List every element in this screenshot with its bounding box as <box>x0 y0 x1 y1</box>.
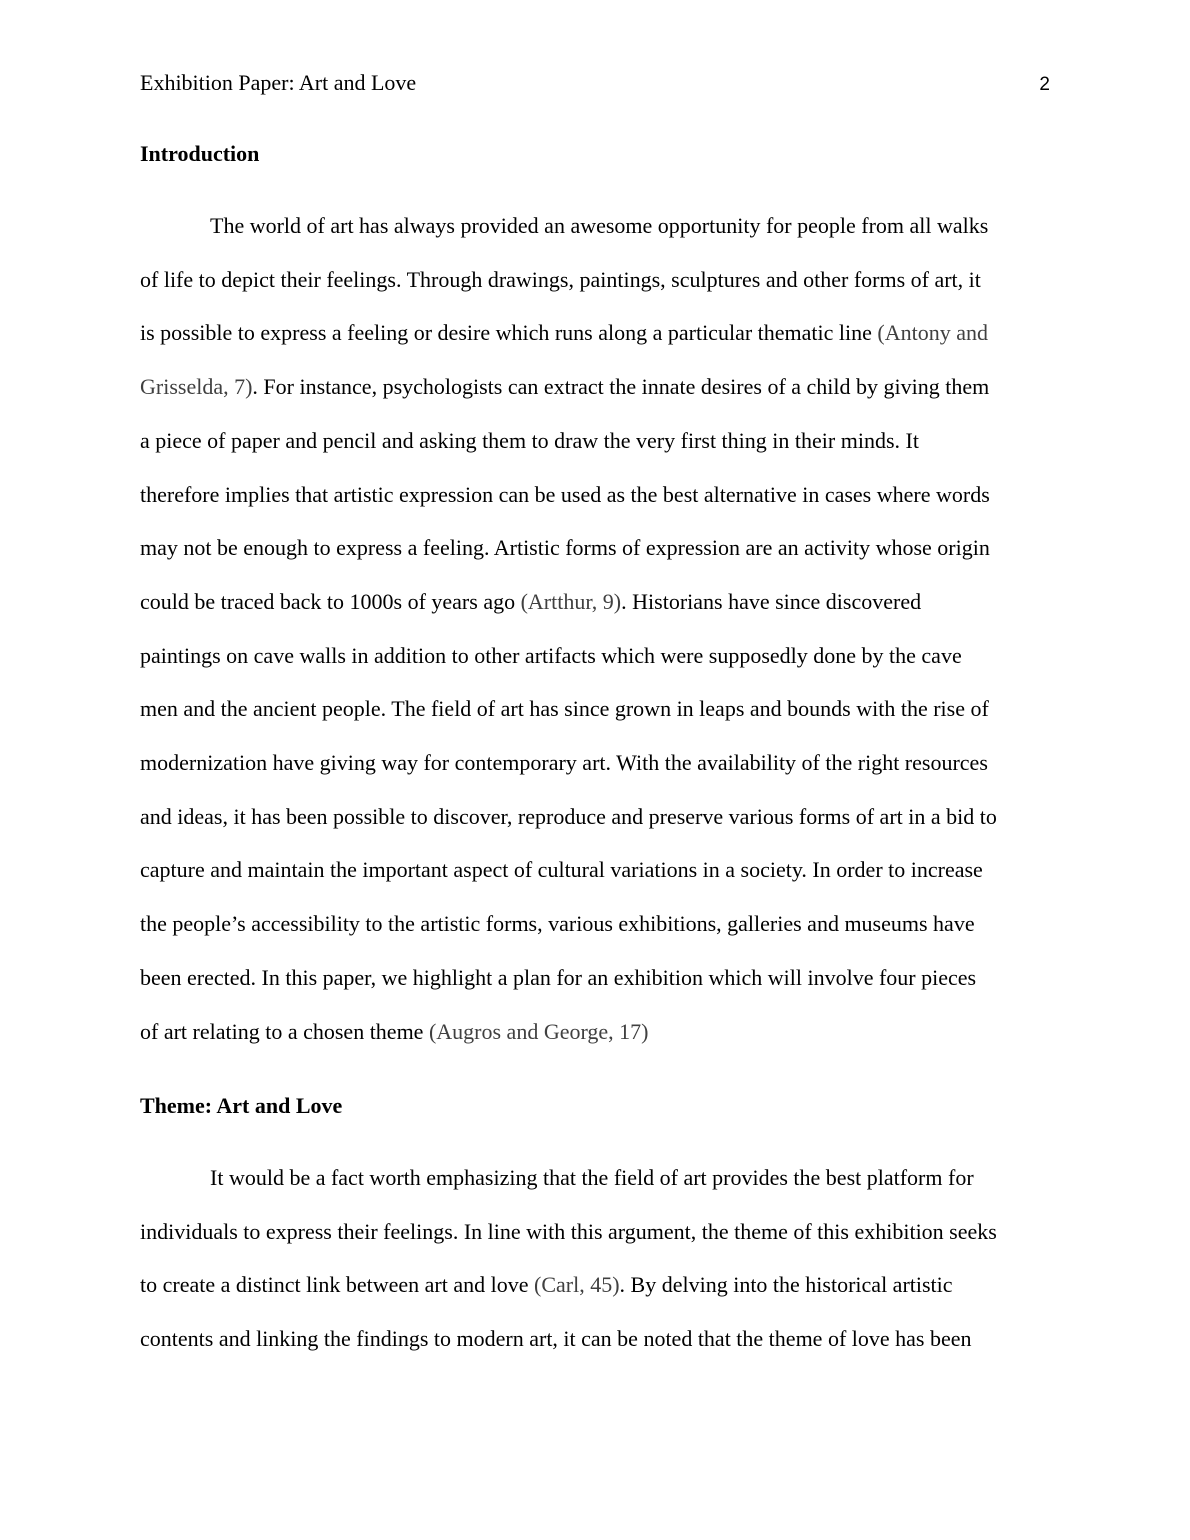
paragraph-line <box>140 265 981 295</box>
text-run: could be traced back to 1000s of years ago <box>140 588 521 614</box>
citation: (Carl, 45) <box>534 1272 620 1298</box>
citation: (Antony and <box>877 320 988 346</box>
paragraph-line <box>140 372 989 402</box>
text-run: and ideas, it has been possible to discover, reproduce and preserve various forms of art in a bid to <box>140 803 997 829</box>
theme-heading: Theme: Art and Love <box>140 1093 343 1118</box>
paragraph-line <box>140 426 919 456</box>
text-run: . By delving into the historical artistic <box>619 1272 953 1298</box>
text-run: men and the ancient people. The field of art has since grown in leaps and bounds with the rise of <box>140 696 989 722</box>
text-run: . For instance, psychologists can extract the innate desires of a child by giving them <box>252 374 990 400</box>
citation: (Artthur, 9) <box>520 588 622 614</box>
text-run: the people’s accessibility to the artistic forms, various exhibitions, galleries and museums have <box>140 911 975 937</box>
paragraph-line <box>140 533 990 563</box>
paragraph-line <box>140 1017 649 1047</box>
paragraph-line <box>140 855 983 885</box>
text-run: capture and maintain the important aspect of cultural variations in a society. In order to increase <box>140 857 983 883</box>
text-run: It would be a fact worth emphasizing that the field of art provides the best platform for <box>210 1165 974 1190</box>
text-run: to create a distinct link between art and love <box>140 1272 535 1298</box>
paragraph-line <box>140 1324 972 1354</box>
paragraph-line <box>140 1217 997 1247</box>
text-run: therefore implies that artistic expression can be used as the best alternative in cases where words <box>140 481 990 507</box>
citation: (Augros and George, 17) <box>428 1018 649 1044</box>
paragraph-line <box>140 641 962 671</box>
text-run: individuals to express their feelings. In line with this argument, the theme of this exhibition seeks <box>140 1218 997 1244</box>
paragraph-line <box>140 909 975 939</box>
text-run: contents and linking the findings to modern art, it can be noted that the theme of love has been <box>140 1326 972 1352</box>
paragraph-line <box>140 694 989 724</box>
text-run: The world of art has always provided an awesome opportunity for people from all walks <box>210 213 989 238</box>
paragraph-line <box>140 963 976 993</box>
text-run: modernization have giving way for contemporary art. With the availability of the right resources <box>140 750 988 775</box>
paragraph-line <box>140 748 988 778</box>
paragraph-line <box>140 318 988 348</box>
paragraph-line <box>140 587 921 617</box>
text-run: of life to depict their feelings. Through drawings, paintings, sculptures and other forms of art, it <box>140 266 981 292</box>
paragraph-line <box>140 480 990 510</box>
text-run: is possible to express a feeling or desire which runs along a particular thematic line <box>140 320 878 346</box>
text-run: may not be enough to express a feeling. Artistic forms of expression are an activity whose origin <box>140 535 990 561</box>
text-run: been erected. In this paper, we highlight a plan for an exhibition which will involve four pieces <box>140 964 977 990</box>
text-run: paintings on cave walls in addition to other artifacts which were supposedly done by the cave <box>140 642 962 668</box>
paragraph-line <box>210 1163 974 1193</box>
introduction-heading: Introduction <box>140 141 260 166</box>
paragraph-line <box>210 211 988 241</box>
running-head: Exhibition Paper: Art and Love <box>140 70 417 95</box>
paragraph-line <box>140 802 997 832</box>
citation: Grisselda, 7) <box>140 374 253 400</box>
page-number: 2 <box>1039 74 1050 95</box>
text-run: . Historians have since discovered <box>621 588 922 614</box>
text-run: of art relating to a chosen theme <box>140 1018 429 1044</box>
text-run: a piece of paper and pencil and asking them to draw the very first thing in their minds. It <box>140 427 919 453</box>
paragraph-line <box>140 1270 953 1300</box>
